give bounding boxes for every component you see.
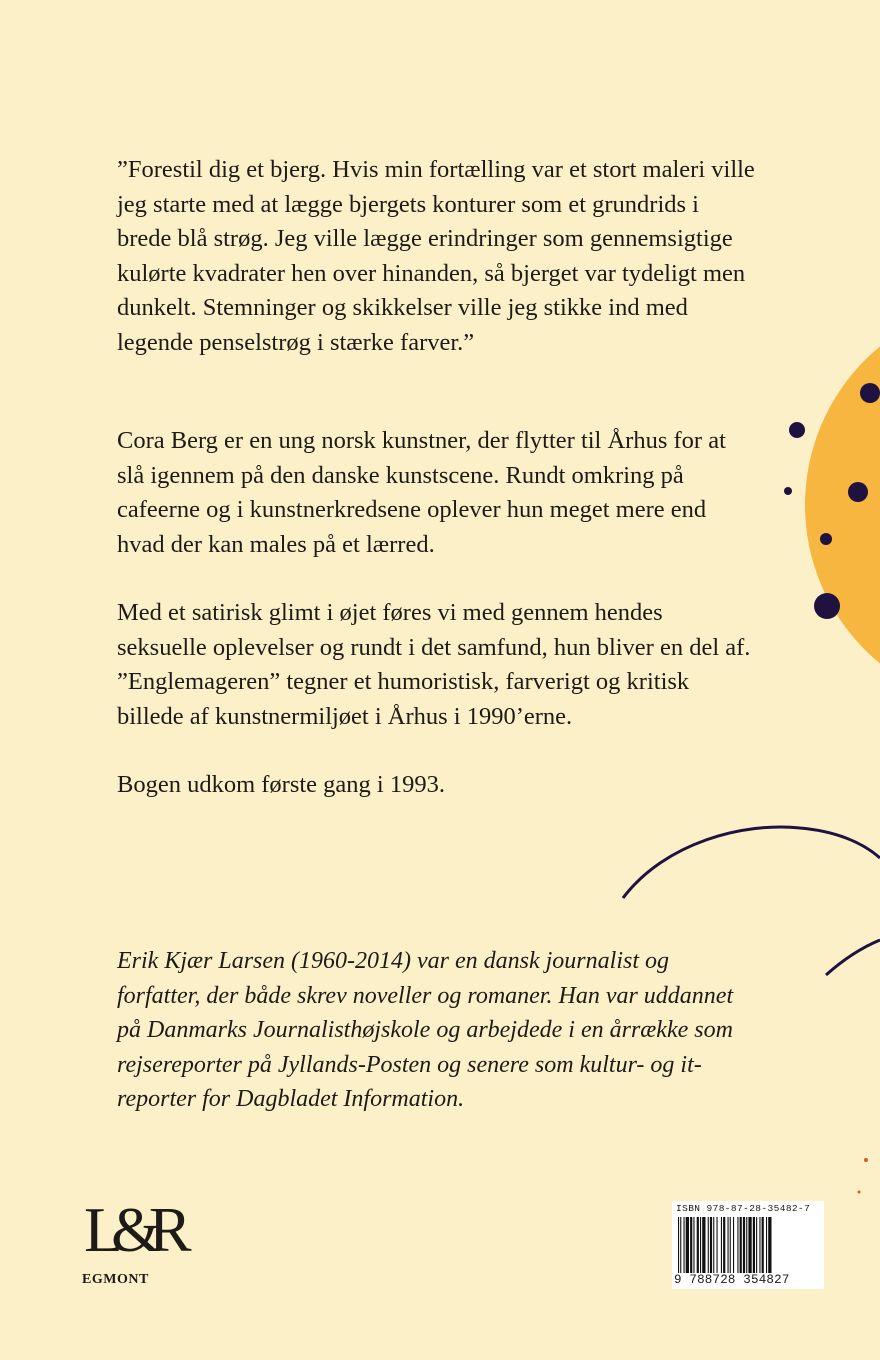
barcode-bar: [723, 1217, 725, 1273]
dot: [784, 487, 792, 495]
barcode-bar: [700, 1217, 701, 1273]
dot: [789, 422, 805, 438]
barcode-bar: [743, 1217, 745, 1273]
barcode-bar: [733, 1217, 734, 1273]
barcode-bar: [740, 1217, 742, 1273]
barcode-bars: [678, 1217, 818, 1275]
barcode-bar: [721, 1217, 722, 1273]
dot: [848, 482, 868, 502]
synopsis-paragraph: Med et satirisk glimt i øjet føres vi med gennem hendes seksuelle oplevelser og rundt i det samfund, hun bliver en del af. ”Englemageren” tegner et humoristisk, farverigt og kritisk billede af kunstnermiljøet i Århus i 1990’erne.: [117, 599, 751, 730]
barcode-bar: [730, 1217, 731, 1273]
barcode-bar: [684, 1217, 685, 1273]
barcode-bar: [753, 1217, 755, 1273]
barcode-bar: [678, 1217, 679, 1273]
barcode-bar: [759, 1217, 760, 1273]
isbn-label: ISBN 978-87-28-35482-7: [676, 1203, 811, 1214]
publisher-name: EGMONT: [82, 1272, 149, 1287]
publisher-logo: [78, 1194, 180, 1293]
orange-circle: [805, 300, 880, 710]
barcode-bar: [728, 1217, 729, 1273]
dot: [814, 593, 840, 619]
barcode-bar: [768, 1217, 771, 1273]
barcode-bar: [702, 1217, 705, 1273]
barcode-bar: [746, 1217, 747, 1273]
barcode-bar: [766, 1217, 767, 1273]
author-bio: Erik Kjær Larsen (1960-2014) var en dansk journalist og forfatter, der både skrev noveller og romaner. Han var uddannet på Danmarks Journalisthøjskole og arbejdede i en årrække som rejsereporter på Jyllands-Posten og senere som kultur- og it-reporter for Dagbladet Information.: [117, 948, 734, 1112]
barcode-bar: [686, 1217, 689, 1273]
publication-note: Bogen udkom første gang i 1993.: [117, 771, 445, 798]
barcode-bar: [748, 1217, 751, 1273]
barcode-bar: [697, 1217, 699, 1273]
speck: [858, 1191, 861, 1194]
barcode-bar: [762, 1217, 764, 1273]
dot: [820, 533, 832, 545]
barcode-bar: [680, 1217, 681, 1273]
dot: [860, 383, 880, 403]
barcode-bar: [710, 1217, 712, 1273]
barcode-bar: [737, 1217, 738, 1273]
logo-mark: L&R: [84, 1194, 180, 1265]
curved-line: [826, 940, 880, 975]
barcode-bar: [690, 1217, 692, 1273]
speck: [864, 1158, 868, 1162]
quote-paragraph: ”Forestil dig et bjerg. Hvis min fortælling var et stort maleri ville jeg starte med at lægge bjergets konturer som et grundrids i brede blå strøg. Jeg ville lægge erindringer som gennemsigtige kulørte kvadrater hen over hinanden, så bjerget var tydeligt men dunkelt. Stemninger og skikkelser ville jeg stikke ind med legende penselstrøg i stærke farver.”: [117, 156, 755, 356]
barcode-bar: [756, 1217, 757, 1273]
curved-line: [623, 827, 880, 898]
ean-digits: 9 788728 354827: [674, 1273, 790, 1287]
barcode-bar: [713, 1217, 714, 1273]
isbn-barcode: [672, 1201, 824, 1289]
barcode-bar: [717, 1217, 718, 1273]
synopsis-paragraph: Cora Berg er en ung norsk kunstner, der flytter til Århus for at slå igennem på den danske kunstscene. Rundt omkring på cafeerne og i kunstnerkredsene oplever hun meget mere end hvad der kan males på et lærred.: [117, 427, 726, 558]
barcode-bar: [708, 1217, 709, 1273]
barcode-bar: [693, 1217, 694, 1273]
